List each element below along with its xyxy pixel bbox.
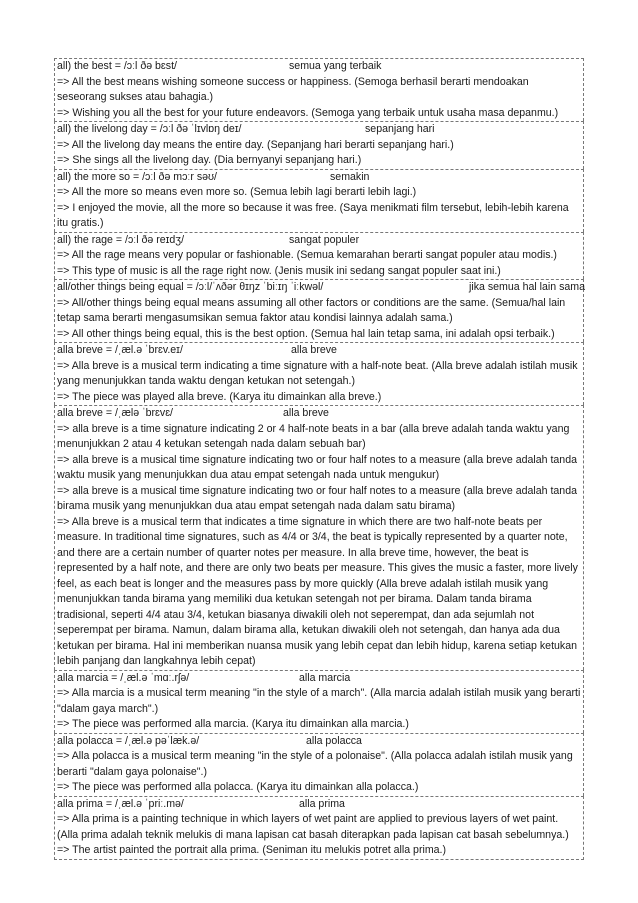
dictionary-entry xyxy=(54,342,584,405)
dictionary-entry xyxy=(54,279,584,342)
example-line: => alla breve is a musical time signature indicating two or four half notes to a measure (alla breve adalah tanda waktu musik yang menunjukkan dua atau empat setengah nada untuk mengukur) xyxy=(57,453,577,481)
example-line: => Alla breve is a musical term indicating a time signature with a half-note beat. (Alla breve adalah istilah musik yang menunjukkan tanda waktu dengan ketukan not setengah.) xyxy=(57,359,578,387)
entry-translation: alla polacca xyxy=(306,734,362,747)
example-line: => All other things being equal, this is the best option. (Semua hal lain tetap sama, ini adalah opsi terbaik.) xyxy=(57,327,555,340)
example-line: => All the rage means very popular or fashionable. (Semua kemarahan berarti sangat populer atau modis.) xyxy=(57,249,557,261)
example-line: => alla breve is a musical time signature indicating two or four half notes to a measure (alla breve adalah tanda birama musik yang menunjukkan dua atau empat setengah nada dalam satu birama) xyxy=(57,484,577,512)
dictionary-entry xyxy=(54,58,584,121)
entry-headword: alla breve = /ˌælə ˈbrɛvɛ/ alla breve xyxy=(57,406,581,422)
example-line: => All the more so means even more so. (Semua lebih lagi berarti lebih lagi.) xyxy=(57,186,417,198)
example-line: => The piece was performed alla marcia. (Karya itu dimainkan alla marcia.) xyxy=(57,718,409,730)
example-line: => Alla polacca is a musical term meaning "in the style of a polonaise". (Alla polacca adalah istilah musik yang berarti "dalam gaya polonaise".) xyxy=(57,750,573,778)
dictionary-entry xyxy=(54,121,584,169)
example-line: => The piece was played alla breve. (Karya itu dimainkan alla breve.) xyxy=(57,390,382,403)
example-line: => All the livelong day means the entire day. (Sepanjang hari berarti sepanjang hari.) xyxy=(57,138,454,151)
example-line: => Alla marcia is a musical term meaning "in the style of a march". (Alla marcia adalah istilah musik yang berarti "dalam gaya march".) xyxy=(57,687,581,715)
entry-list xyxy=(54,58,584,860)
entry-headword: all) the more so = /ɔːl ðə mɔːr səʊ/ semakin xyxy=(57,170,581,186)
dictionary-entry xyxy=(54,405,584,670)
entry-translation: sangat populer xyxy=(289,233,360,246)
example-line: => This type of music is all the rage right now. (Jenis musik ini sedang sangat populer saat ini.) xyxy=(57,264,501,277)
example-line: => She sings all the livelong day. (Dia bernyanyi sepanjang hari.) xyxy=(57,154,362,166)
example-line: => All the best means wishing someone success or happiness. (Semoga berhasil berarti mendoakan seseorang sukses atau bahagia.) xyxy=(57,75,529,103)
dictionary-entry xyxy=(54,796,584,860)
entry-headword: all) the rage = /ɔːl ðə reɪdʒ/ sangat populer xyxy=(57,233,581,249)
entry-translation: alla breve xyxy=(291,344,337,356)
entry-headword: all) the best = /ɔːl ðə bɛst/ semua yang terbaik xyxy=(57,59,581,75)
example-line: => alla breve is a time signature indicating 2 or 4 half-note beats in a bar (alla breve adalah tanda waktu yang menunjukkan 2 atau 4 ketukan setengah nada dalam sebuah bar) xyxy=(57,422,570,450)
entry-headword: alla polacca = /ˌæl.ə pəˈlæk.ə/ alla polacca xyxy=(57,734,581,750)
example-line: => All/other things being equal means assuming all other factors or conditions are the same. (Semua/hal lain tetap sama berarti mengasumsikan semua faktor atau kondisi lainnya adalah sama.) xyxy=(57,296,566,324)
example-line: => Alla prima is a painting technique in which layers of wet paint are applied to previous layers of wet paint. (Alla prima adalah teknik melukis di mana lapisan cat basah diterapkan pada lapisan cat basah sebelumnya.) xyxy=(57,813,569,841)
entry-translation: semua yang terbaik xyxy=(289,60,382,72)
entry-headword: alla breve = /ˌæl.ə ˈbrɛv.eɪ/ alla breve xyxy=(57,343,581,359)
example-line: => Wishing you all the best for your future endeavors. (Semoga yang terbaik untuk usaha masa depanmu.) xyxy=(57,106,559,119)
entry-translation: jika semua hal lain sama xyxy=(469,281,585,293)
entry-translation: alla marcia xyxy=(299,671,351,684)
dictionary-entry xyxy=(54,169,584,232)
example-line: => The artist painted the portrait alla prima. (Seniman itu melukis potret alla prima.) xyxy=(57,844,447,856)
entry-translation: alla prima xyxy=(299,797,345,810)
dictionary-entry xyxy=(54,670,584,733)
dictionary-entry xyxy=(54,733,584,796)
entry-translation: sepanjang hari xyxy=(365,123,435,135)
dictionary-entry xyxy=(54,232,584,280)
entry-headword: alla prima = /ˌæl.ə ˈpriː.mə/ alla prima xyxy=(57,797,581,813)
entry-headword: alla marcia = /ˌæl.ə ˈmɑː.rʃə/ alla marcia xyxy=(57,671,581,687)
example-line: => Alla breve is a musical term that indicates a time signature in which there are two half-note beats per measure. In traditional time signatures, such as 4/4 or 3/4, the beat is typically represented by a quarter note, and there are a certain number of quarter notes per measure. In alla breve time, however, the beat is represented by a half note, and there are only two beats per measure. This gives the music a faster, more lively feel, as each beat is longer and the measures pass by more quickly (Alla breve adalah istilah musik yang menunjukkan tanda birama yang memiliki dua ketukan setengah not per birama. Dalam tanda birama tradisional, seperti 4/4 atau 3/4, ketukan biasanya diwakili oleh not seperempat, dan ada sejumlah not seperempat per birama. Namun, dalam birama alla, ketukan diwakili oleh not setengah, dan hanya ada dua ketukan per birama. Hal ini memberikan nuansa musik yang lebih cepat dan lebih hidup, karena setiap ketukan lebih panjang dan langkahnya lebih cepat) xyxy=(57,515,578,667)
example-line: => I enjoyed the movie, all the more so because it was free. (Saya menikmati film tersebut, lebih-lebih karena itu gratis.) xyxy=(57,201,569,229)
entry-translation: semakin xyxy=(330,170,370,183)
entry-headword: all) the livelong day = /ɔːl ðə ˈlɪvlɒŋ deɪ/ sepanjang hari xyxy=(57,122,581,138)
entry-translation: alla breve xyxy=(283,407,329,419)
entry-headword: all/other things being equal = /ɔːl/ˈʌðər θɪŋz ˈbiːɪŋ ˈiːkwəl/ jika semua hal lain sama xyxy=(57,280,581,296)
example-line: => The piece was performed alla polacca. (Karya itu dimainkan alla polacca.) xyxy=(57,781,419,793)
